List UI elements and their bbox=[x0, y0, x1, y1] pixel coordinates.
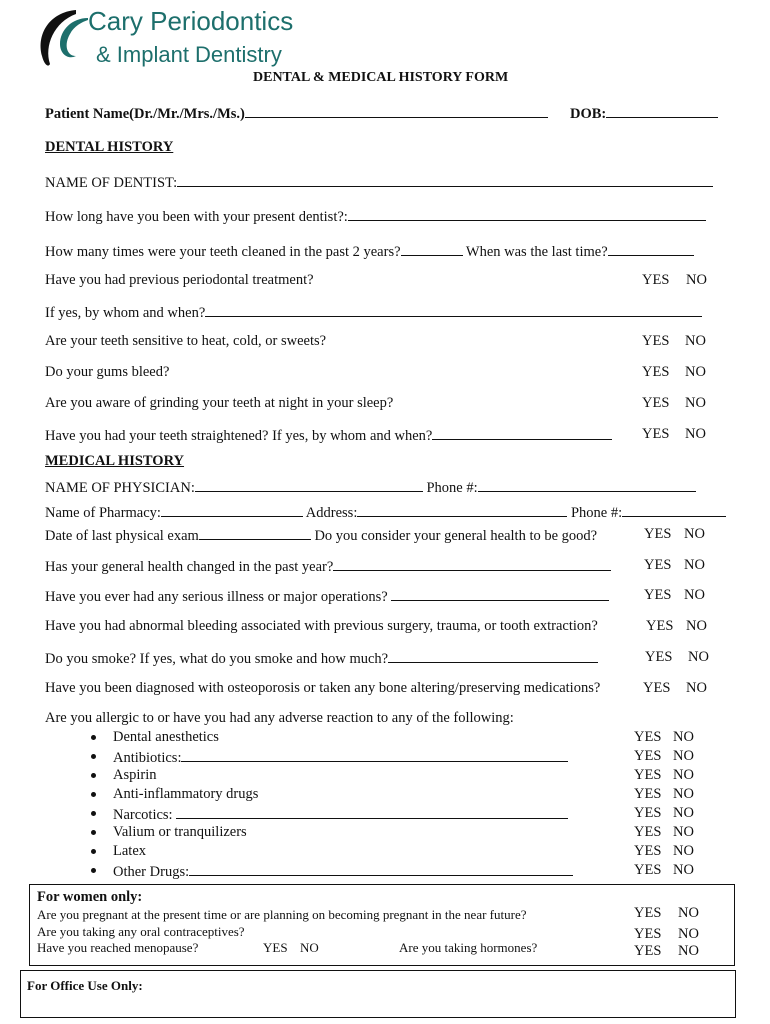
bullet-icon bbox=[91, 830, 96, 835]
patient-name-field[interactable] bbox=[245, 104, 548, 118]
patient-name-row bbox=[45, 104, 548, 123]
pharmacy-address-field[interactable] bbox=[357, 503, 567, 517]
physician-row bbox=[45, 478, 696, 497]
physician-phone-field[interactable] bbox=[478, 478, 696, 492]
dentist-row bbox=[45, 173, 713, 192]
illness-row bbox=[45, 587, 609, 606]
straightened-yes[interactable]: YES bbox=[642, 426, 670, 442]
pregnant-no[interactable]: NO bbox=[678, 905, 699, 921]
hormones-no[interactable]: NO bbox=[678, 943, 699, 959]
osteoporosis-yes[interactable]: YES bbox=[643, 680, 671, 696]
illness-yes[interactable]: YES bbox=[644, 587, 672, 603]
pharmacy-row bbox=[45, 503, 726, 522]
general-health-label: Do you consider your general health to be good? bbox=[314, 528, 598, 544]
menopause-yes[interactable]: YES bbox=[263, 940, 288, 955]
abnormal-bleeding-yes[interactable]: YES bbox=[646, 618, 674, 634]
dentist-field[interactable] bbox=[177, 173, 713, 187]
allergy-no[interactable]: NO bbox=[673, 767, 694, 783]
straightened-label: Have you had your teeth straightened? If yes, by whom and when? bbox=[45, 428, 433, 444]
allergy-yes[interactable]: YES bbox=[634, 843, 662, 859]
perio-whom-label: If yes, by whom and when? bbox=[45, 305, 206, 321]
physician-field[interactable] bbox=[195, 478, 423, 492]
illness-field[interactable] bbox=[391, 587, 609, 601]
bullet-icon bbox=[91, 868, 96, 873]
contraceptives-no[interactable]: NO bbox=[678, 926, 699, 942]
pharmacy-address-label: Address: bbox=[305, 505, 358, 521]
bullet-icon bbox=[91, 811, 96, 816]
bullet-icon bbox=[91, 849, 96, 854]
how-long-label: How long have you been with your present dentist?: bbox=[45, 209, 348, 225]
sensitive-no[interactable]: NO bbox=[685, 333, 706, 349]
general-health-no[interactable]: NO bbox=[684, 526, 705, 542]
pharmacy-phone-field[interactable] bbox=[622, 503, 726, 517]
allergy-no[interactable]: NO bbox=[673, 843, 694, 859]
bullet-icon bbox=[91, 754, 96, 759]
abnormal-bleeding-no[interactable]: NO bbox=[686, 618, 707, 634]
bleed-yes[interactable]: YES bbox=[642, 364, 670, 380]
osteoporosis-no[interactable]: NO bbox=[686, 680, 707, 696]
dental-history-heading: DENTAL HISTORY bbox=[45, 139, 174, 155]
cleaned-label: How many times were your teeth cleaned in the past 2 years? bbox=[45, 244, 401, 260]
logo bbox=[30, 4, 300, 72]
sensitive-question: Are your teeth sensitive to heat, cold, or sweets? bbox=[45, 333, 327, 349]
menopause-no[interactable]: NO bbox=[300, 940, 319, 955]
allergy-yes[interactable]: YES bbox=[634, 862, 662, 878]
health-changed-row bbox=[45, 557, 611, 576]
illness-no[interactable]: NO bbox=[684, 587, 705, 603]
pharmacy-field[interactable] bbox=[161, 503, 303, 517]
menopause-question: Have you reached menopause? bbox=[37, 940, 199, 955]
allergy-item bbox=[113, 748, 568, 767]
health-changed-field[interactable] bbox=[333, 557, 611, 571]
perio-whom-field[interactable] bbox=[205, 303, 702, 317]
contraceptives-yes[interactable]: YES bbox=[634, 926, 662, 942]
osteoporosis-question: Have you been diagnosed with osteoporosis or taken any bone altering/preserving medications? bbox=[45, 680, 601, 696]
allergy-yes[interactable]: YES bbox=[634, 748, 662, 764]
perio-question: Have you had previous periodontal treatment? bbox=[45, 272, 314, 288]
bullet-icon bbox=[91, 735, 96, 740]
allergy-item-label: Other Drugs: bbox=[113, 864, 190, 880]
health-changed-no[interactable]: NO bbox=[684, 557, 705, 573]
allergy-item bbox=[113, 862, 573, 881]
other-drugs-field[interactable] bbox=[189, 862, 573, 876]
bleed-question: Do your gums bleed? bbox=[45, 364, 170, 380]
hormones-question: Are you taking hormones? bbox=[399, 940, 538, 955]
general-health-yes[interactable]: YES bbox=[644, 526, 672, 542]
narcotics-field[interactable] bbox=[176, 805, 568, 819]
dob-label: DOB: bbox=[570, 106, 607, 122]
smoke-label: Do you smoke? If yes, what do you smoke and how much? bbox=[45, 651, 389, 667]
dob-row bbox=[570, 104, 718, 123]
health-changed-label: Has your general health changed in the past year? bbox=[45, 559, 334, 575]
logo-line2: & Implant Dentistry bbox=[96, 42, 282, 67]
form-title: DENTAL & MEDICAL HISTORY FORM bbox=[253, 70, 509, 85]
women-only-heading: For women only: bbox=[37, 889, 143, 905]
allergy-yes[interactable]: YES bbox=[634, 805, 662, 821]
smoke-row bbox=[45, 649, 598, 668]
allergy-item: Aspirin bbox=[113, 767, 157, 783]
antibiotics-field[interactable] bbox=[181, 748, 568, 762]
bullet-icon bbox=[91, 773, 96, 778]
straightened-field[interactable] bbox=[432, 426, 612, 440]
perio-whom-row bbox=[45, 303, 702, 322]
allergy-item: Latex bbox=[113, 843, 147, 859]
smoke-yes[interactable]: YES bbox=[645, 649, 673, 665]
medical-history-heading: MEDICAL HISTORY bbox=[45, 453, 185, 469]
smoke-no[interactable]: NO bbox=[688, 649, 709, 665]
allergy-no[interactable]: NO bbox=[673, 824, 694, 840]
smoke-field[interactable] bbox=[388, 649, 598, 663]
office-use-heading: For Office Use Only: bbox=[27, 978, 143, 993]
hormones-yes[interactable]: YES bbox=[634, 943, 662, 959]
allergy-item: Anti-inflammatory drugs bbox=[113, 786, 259, 802]
dentist-label: NAME OF DENTIST: bbox=[45, 175, 178, 191]
logo-line1: Cary Periodontics bbox=[88, 6, 294, 36]
allergy-no[interactable]: NO bbox=[673, 729, 694, 745]
allergy-item bbox=[113, 805, 568, 824]
perio-yes[interactable]: YES bbox=[642, 272, 670, 288]
grinding-yes[interactable]: YES bbox=[642, 395, 670, 411]
allergy-item-label: Narcotics: bbox=[113, 807, 173, 823]
patient-name-label: Patient Name(Dr./Mr./Mrs./Ms.) bbox=[45, 106, 245, 122]
pregnant-yes[interactable]: YES bbox=[634, 905, 662, 921]
physician-phone-label: Phone #: bbox=[426, 480, 478, 496]
allergy-yes[interactable]: YES bbox=[634, 786, 662, 802]
allergy-yes[interactable]: YES bbox=[634, 767, 662, 783]
grinding-question: Are you aware of grinding your teeth at night in your sleep? bbox=[45, 395, 394, 411]
illness-label: Have you ever had any serious illness or major operations? bbox=[45, 589, 388, 605]
physician-label: NAME OF PHYSICIAN: bbox=[45, 480, 195, 496]
straightened-row bbox=[45, 426, 612, 445]
how-long-field[interactable] bbox=[348, 207, 706, 221]
last-exam-row bbox=[45, 526, 597, 545]
grinding-no[interactable]: NO bbox=[685, 395, 706, 411]
health-changed-yes[interactable]: YES bbox=[644, 557, 672, 573]
allergy-item-label: Antibiotics: bbox=[113, 750, 182, 766]
straightened-no[interactable]: NO bbox=[685, 426, 706, 442]
pharmacy-phone-label: Phone #: bbox=[570, 505, 623, 521]
last-time-label: When was the last time? bbox=[465, 244, 608, 260]
perio-no[interactable]: NO bbox=[686, 272, 707, 288]
sensitive-yes[interactable]: YES bbox=[642, 333, 670, 349]
contraceptives-question: Are you taking any oral contraceptives? bbox=[37, 924, 245, 939]
cleaned-row bbox=[45, 242, 694, 261]
bleed-no[interactable]: NO bbox=[685, 364, 706, 380]
cleaned-field[interactable] bbox=[401, 242, 463, 256]
bullet-icon bbox=[91, 792, 96, 797]
last-exam-label: Date of last physical exam bbox=[45, 528, 199, 544]
last-time-field[interactable] bbox=[608, 242, 694, 256]
pregnant-question: Are you pregnant at the present time or are planning on becoming pregnant in the near future? bbox=[37, 907, 527, 922]
allergy-no[interactable]: NO bbox=[673, 862, 694, 878]
allergy-yes[interactable]: YES bbox=[634, 824, 662, 840]
how-long-row bbox=[45, 207, 706, 226]
pharmacy-label: Name of Pharmacy: bbox=[45, 505, 161, 521]
allergy-intro: Are you allergic to or have you had any adverse reaction to any of the following: bbox=[45, 710, 514, 726]
abnormal-bleeding-question: Have you had abnormal bleeding associated with previous surgery, trauma, or tooth extraction? bbox=[45, 618, 598, 634]
allergy-yes[interactable]: YES bbox=[634, 729, 662, 745]
allergy-item: Valium or tranquilizers bbox=[113, 824, 247, 840]
allergy-no[interactable]: NO bbox=[673, 805, 694, 821]
allergy-no[interactable]: NO bbox=[673, 748, 694, 764]
allergy-item: Dental anesthetics bbox=[113, 729, 219, 745]
last-exam-field[interactable] bbox=[199, 526, 311, 540]
allergy-no[interactable]: NO bbox=[673, 786, 694, 802]
dob-field[interactable] bbox=[606, 104, 718, 118]
